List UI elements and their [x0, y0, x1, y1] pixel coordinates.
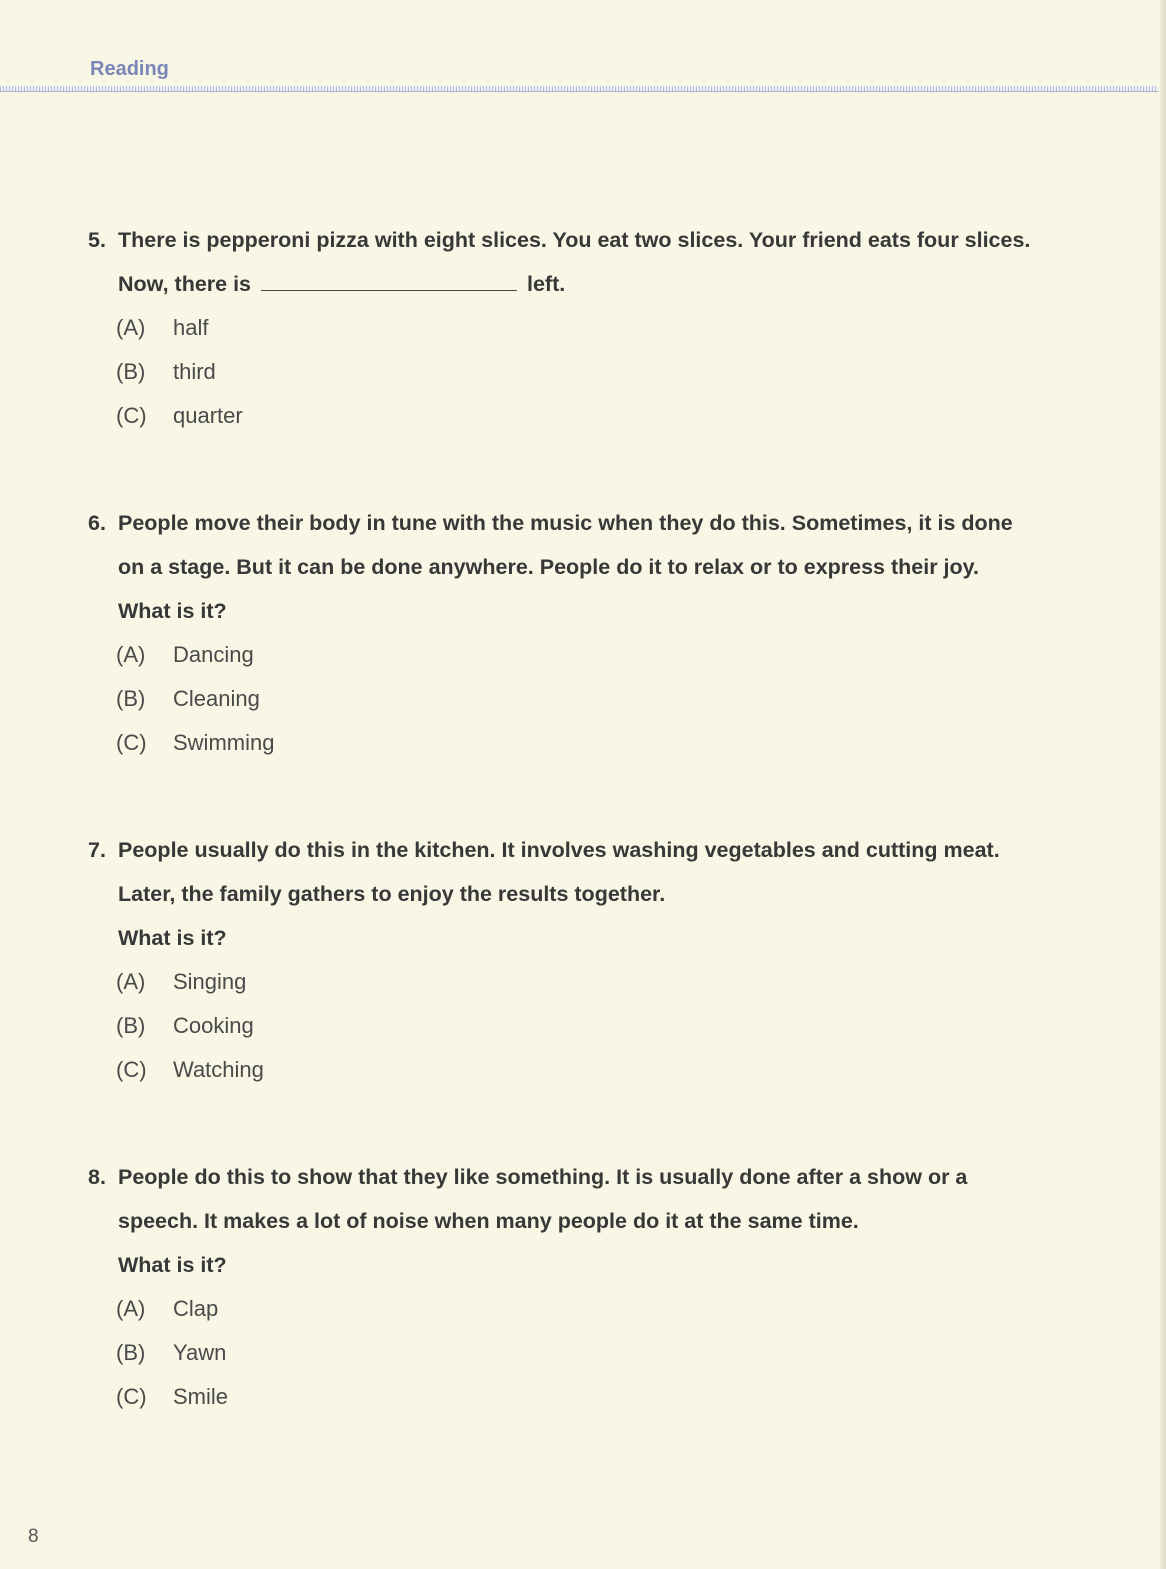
option-letter: (A)	[116, 315, 146, 340]
question-8	[88, 1155, 1068, 1419]
option-letter: (C)	[116, 403, 147, 428]
option-letter: (B)	[116, 359, 146, 384]
question-text: There is pepperoni pizza with eight slices. You eat two slices. Your friend eats four slices.	[118, 228, 1031, 252]
page-header-label: Reading	[90, 58, 169, 80]
option-letter: (C)	[116, 1057, 147, 1082]
option-b[interactable]	[88, 1331, 1068, 1375]
question-7-prompt: What is it?	[118, 926, 227, 950]
option-letter: (B)	[116, 1013, 146, 1038]
question-text: People do this to show that they like something. It is usually done after a show or a	[118, 1165, 968, 1189]
option-text: Watching	[173, 1057, 264, 1082]
option-text: Yawn	[173, 1340, 227, 1365]
option-letter: (C)	[116, 1384, 147, 1409]
option-letter: (A)	[116, 969, 146, 994]
question-7	[88, 828, 1068, 1092]
option-b[interactable]	[88, 1004, 1068, 1048]
question-6-line-2: on a stage. But it can be done anywhere. People do it to relax or to express their joy.	[118, 555, 979, 579]
option-text: Cooking	[173, 1013, 254, 1038]
question-6-prompt: What is it?	[118, 599, 227, 623]
option-c[interactable]	[88, 1048, 1068, 1092]
blank-prefix: Now, there is	[118, 272, 252, 296]
option-b[interactable]	[88, 350, 1068, 394]
page-number: 8	[28, 1526, 39, 1547]
option-letter: (B)	[116, 1340, 146, 1365]
option-text: Clap	[173, 1296, 219, 1321]
question-number: 8.	[88, 1165, 106, 1189]
option-a[interactable]	[88, 960, 1068, 1004]
option-a[interactable]	[88, 306, 1068, 350]
option-text: Singing	[173, 969, 247, 994]
option-text: half	[173, 315, 209, 340]
option-a[interactable]	[88, 633, 1068, 677]
option-letter: (A)	[116, 1296, 146, 1321]
option-text: Smile	[173, 1384, 229, 1409]
question-text: People move their body in tune with the music when they do this. Sometimes, it is done	[118, 511, 1013, 535]
question-7-line-1	[88, 828, 1068, 872]
question-8-line-1	[88, 1155, 1068, 1199]
option-text: Dancing	[173, 642, 254, 667]
header-rule	[0, 86, 1158, 92]
question-5-line-1	[88, 218, 1068, 262]
option-text: Swimming	[173, 730, 275, 755]
question-6	[88, 501, 1068, 765]
answer-blank	[261, 268, 517, 291]
question-5	[88, 218, 1068, 438]
option-c[interactable]	[88, 394, 1068, 438]
question-5-line-2	[88, 262, 1068, 306]
question-7-line-2: Later, the family gathers to enjoy the results together.	[118, 882, 666, 906]
blank-suffix: left.	[526, 272, 566, 296]
option-letter: (C)	[116, 730, 147, 755]
page-edge	[1160, 0, 1166, 1569]
option-text: third	[173, 359, 216, 384]
question-number: 5.	[88, 228, 106, 252]
question-6-line-1	[88, 501, 1068, 545]
option-text: Cleaning	[173, 686, 260, 711]
option-letter: (B)	[116, 686, 146, 711]
question-number: 6.	[88, 511, 106, 535]
question-8-line-2: speech. It makes a lot of noise when many people do it at the same time.	[118, 1209, 859, 1233]
option-a[interactable]	[88, 1287, 1068, 1331]
question-8-prompt: What is it?	[118, 1253, 227, 1277]
option-c[interactable]	[88, 721, 1068, 765]
option-c[interactable]	[88, 1375, 1068, 1419]
question-number: 7.	[88, 838, 106, 862]
question-text: People usually do this in the kitchen. It involves washing vegetables and cutting meat.	[118, 838, 1000, 862]
option-letter: (A)	[116, 642, 146, 667]
option-text: quarter	[173, 403, 243, 428]
option-b[interactable]	[88, 677, 1068, 721]
